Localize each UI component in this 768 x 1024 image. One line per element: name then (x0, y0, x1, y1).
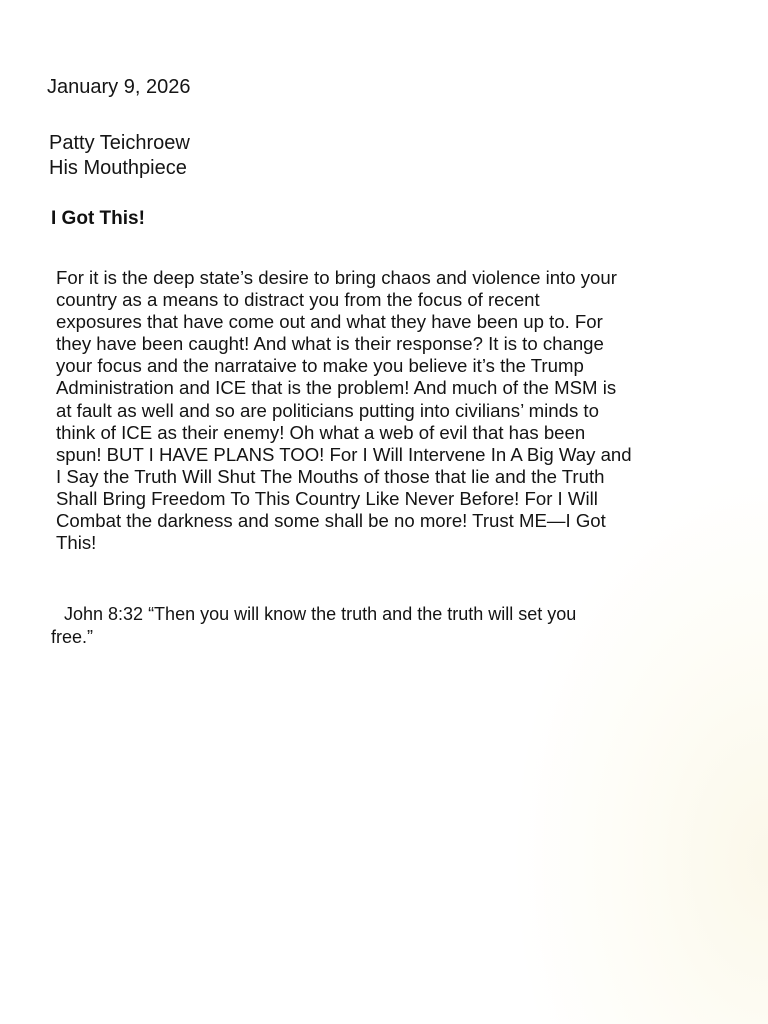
verse-line: free.” (51, 627, 94, 647)
body-line: I Say the Truth Will Shut The Mouths of those that lie and the Truth (56, 465, 605, 487)
body-line: think of ICE as their enemy! Oh what a web of evil that has been (56, 421, 586, 443)
author-name: Patty Teichroew (49, 132, 190, 154)
letter-title: I Got This! (51, 208, 145, 229)
letter-date: January 9, 2026 (47, 76, 191, 98)
body-line: country as a means to distract you from the focus of recent (56, 289, 540, 311)
body-line: at fault as well and so are politicians putting into civilians’ minds to (56, 399, 599, 421)
body-line: Administration and ICE that is the problem! And much of the MSM is (56, 377, 617, 399)
body-line: For it is the deep state’s desire to bring chaos and violence into your (56, 267, 617, 288)
body-line: your focus and the narrataive to make you believe it’s the Trump (56, 355, 584, 377)
scripture-verse (51, 603, 724, 649)
body-line: Combat the darkness and some shall be no more! Trust ME—I Got (56, 510, 606, 532)
author-block (49, 131, 190, 181)
body-line: spun! BUT I HAVE PLANS TOO! For I Will Intervene In A Big Way and (56, 443, 632, 465)
body-line: they have been caught! And what is their response? It is to change (56, 333, 604, 355)
body-line: This! (56, 532, 97, 554)
letter-body (56, 267, 736, 554)
body-line: exposures that have come out and what they have been up to. For (56, 311, 603, 333)
verse-line: John 8:32 “Then you will know the truth and the truth will set you (64, 604, 577, 624)
author-role: His Mouthpiece (49, 157, 187, 179)
body-line: Shall Bring Freedom To This Country Like Never Before! For I Will (56, 487, 598, 509)
